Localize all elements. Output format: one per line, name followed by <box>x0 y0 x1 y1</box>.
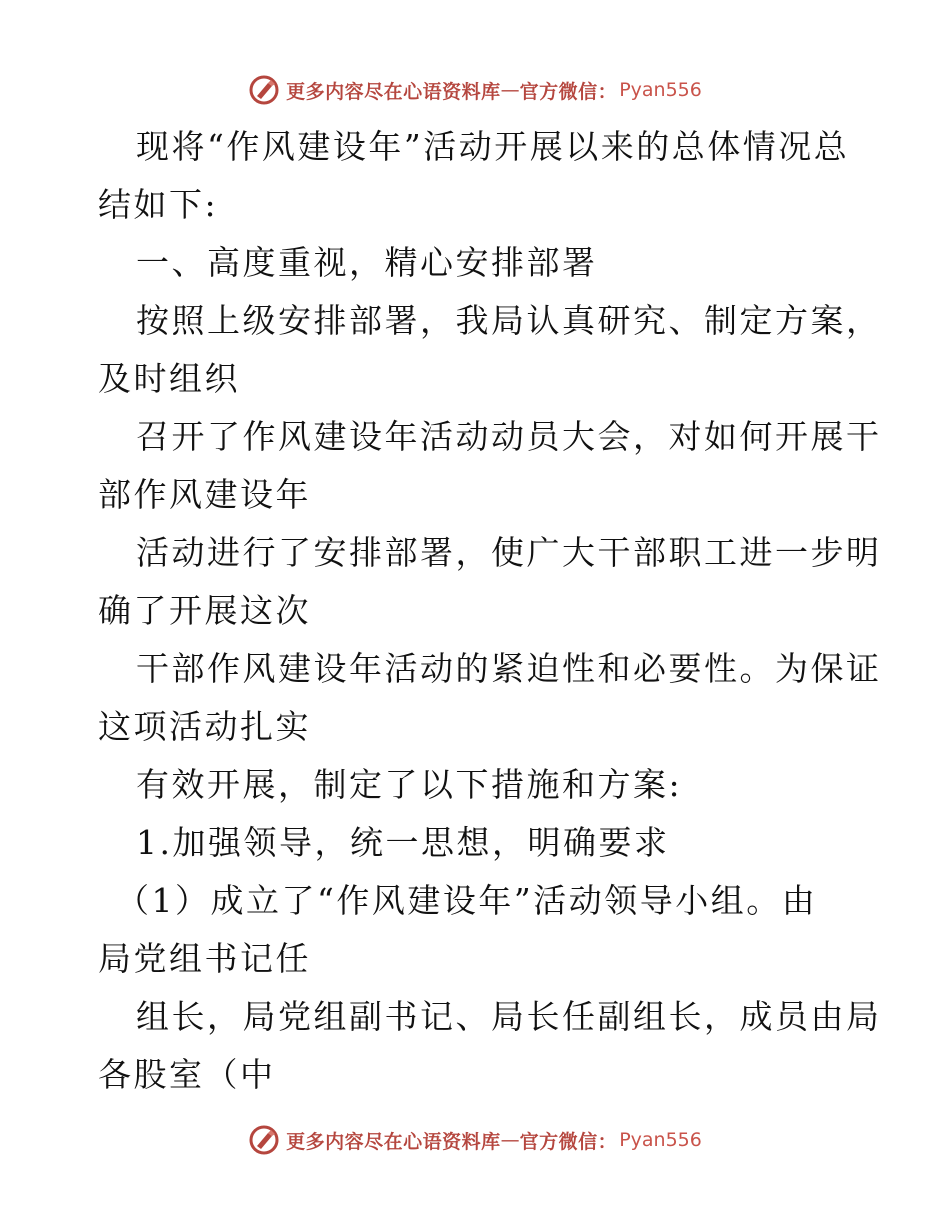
body-line: 干部作风建设年活动的紧迫性和必要性。为保证 <box>136 649 882 688</box>
body-line: 局党组书记任 <box>98 939 311 978</box>
footer-watermark <box>0 1120 950 1160</box>
body-line: 部作风建设年 <box>98 475 311 514</box>
header-watermark <box>0 70 950 110</box>
body-line: 结如下: <box>98 185 219 224</box>
body-line: 这项活动扎实 <box>98 707 311 746</box>
watermark-wechat-label: 官方微信： <box>519 1130 618 1153</box>
body-line: 按照上级安排部署，我局认真研究、制定方案， <box>136 301 882 340</box>
watermark-wechat-id: Pyan556 <box>619 1129 702 1151</box>
body-line: 现将“作风建设年”活动开展以来的总体情况总 <box>136 127 850 166</box>
body-line: 召开了作风建设年活动动员大会，对如何开展干 <box>136 417 882 456</box>
brand-logo-icon <box>248 1124 280 1156</box>
document-body <box>98 118 882 1104</box>
watermark-wechat-label: 官方微信： <box>519 80 618 103</box>
watermark-text: 更多内容尽在心语资料库 <box>286 80 501 103</box>
section-heading: 一、高度重视，精心安排部署 <box>136 243 598 282</box>
watermark-separator: — <box>500 79 520 101</box>
body-line: 活动进行了安排部署，使广大干部职工进一步明 <box>136 533 882 572</box>
body-line: 及时组织 <box>98 359 240 398</box>
watermark-separator: — <box>500 1129 520 1151</box>
body-line: 各股室（中 <box>98 1055 276 1094</box>
body-line: （1）成立了“作风建设年”活动领导小组。由 <box>116 881 818 920</box>
body-line: 确了开展这次 <box>98 591 311 630</box>
body-line: 有效开展，制定了以下措施和方案: <box>136 765 683 804</box>
brand-logo-icon <box>248 74 280 106</box>
watermark-text: 更多内容尽在心语资料库 <box>286 1130 501 1153</box>
body-line: 组长，局党组副书记、局长任副组长，成员由局 <box>136 997 882 1036</box>
subsection-heading: 1.加强领导，统一思想，明确要求 <box>136 823 670 862</box>
watermark-wechat-id: Pyan556 <box>619 79 702 101</box>
